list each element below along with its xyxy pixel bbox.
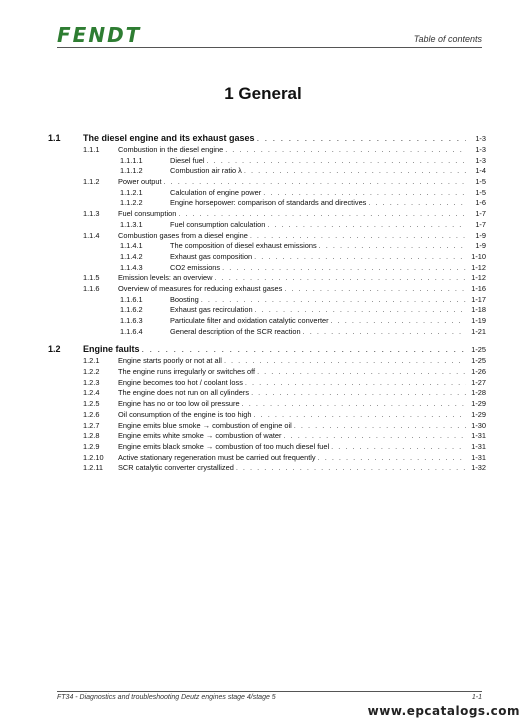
toc-entry[interactable] — [48, 327, 486, 338]
toc-entry-title: The engine does not run on all cylinders — [118, 388, 250, 398]
toc-leader-dots — [284, 284, 466, 295]
toc-entry-page: 1-10 — [471, 251, 486, 261]
toc-entry-page: 1-5 — [475, 177, 486, 187]
toc-entry-title: Overview of measures for reducing exhaust gases — [118, 283, 283, 293]
toc-entry-page: 1-25 — [471, 356, 486, 366]
toc-entry[interactable] — [48, 316, 486, 327]
toc-entry-title: Power output — [118, 177, 162, 187]
toc-entry-number: 1.2.6 — [83, 409, 100, 419]
toc-entry-page: 1-17 — [471, 294, 486, 304]
toc-entry-number: 1.1.3 — [83, 209, 100, 219]
toc-entry-title: The composition of diesel exhaust emissions — [170, 241, 317, 251]
toc-entry-page: 1-7 — [475, 209, 486, 219]
toc-leader-dots — [178, 209, 466, 220]
toc-entry-number: 1.1.4.3 — [120, 262, 143, 272]
toc-leader-dots — [242, 399, 466, 410]
toc-entry-page: 1-27 — [471, 377, 486, 387]
toc-entry-title: Exhaust gas composition — [170, 251, 253, 261]
toc-entry-number: 1.1 — [48, 133, 61, 143]
toc-entry-title: Calculation of engine power — [170, 187, 262, 197]
toc-entry-title: Emission levels: an overview — [118, 273, 213, 283]
toc-leader-dots — [303, 327, 466, 338]
toc-entry-title: General description of the SCR reaction — [170, 326, 301, 336]
toc-entry-page: 1-3 — [475, 134, 486, 143]
toc-entry-number: 1.2.4 — [83, 388, 100, 398]
toc-leader-dots — [250, 231, 466, 242]
toc-entry[interactable] — [48, 399, 486, 410]
toc-entry-title: Oil consumption of the engine is too high — [118, 409, 252, 419]
toc-entry[interactable] — [48, 463, 486, 474]
toc-entry-title: Combustion gases from a diesel engine — [118, 230, 248, 240]
toc-entry-page: 1-9 — [475, 241, 486, 251]
toc-entry-number: 1.1.2 — [83, 177, 100, 187]
toc-leader-dots — [251, 388, 466, 399]
toc-entry[interactable] — [48, 263, 486, 274]
chapter-title: 1 General — [224, 84, 302, 103]
toc-entry-title: Fuel consumption — [118, 209, 177, 219]
toc-entry-number: 1.2.11 — [83, 463, 103, 473]
toc-entry[interactable] — [48, 252, 486, 263]
toc-entry-title: CO2 emissions — [170, 262, 221, 272]
toc-entry-page: 1-32 — [471, 463, 486, 473]
toc-leader-dots — [257, 132, 466, 145]
toc-entry-page: 1-29 — [471, 409, 486, 419]
toc-entry-title: Engine emits white smoke → combustion of water — [118, 431, 282, 441]
toc-entry-number: 1.1.4.1 — [120, 241, 143, 251]
toc-entry[interactable] — [48, 220, 486, 231]
toc-entry-page: 1-21 — [471, 326, 486, 336]
toc-entry-number: 1.2.8 — [83, 431, 100, 441]
fendt-logo: FENDT — [57, 23, 142, 47]
toc-entry-page: 1-29 — [471, 399, 486, 409]
toc-leader-dots — [319, 241, 466, 252]
toc-entry[interactable] — [48, 453, 486, 464]
toc-entry-number: 1.1.6 — [83, 283, 100, 293]
toc-leader-dots — [142, 343, 466, 356]
page-header — [0, 0, 526, 50]
toc-entry-title: Fuel consumption calculation — [170, 219, 266, 229]
toc-entry-number: 1.2.2 — [83, 367, 100, 377]
toc-entry-page: 1-19 — [471, 316, 486, 325]
toc-entry-page: 1-12 — [471, 273, 486, 283]
toc-entry-number: 1.2.5 — [83, 399, 100, 409]
toc-entry-number: 1.2.10 — [83, 452, 104, 462]
toc-leader-dots — [284, 431, 467, 442]
table-of-contents — [48, 132, 486, 474]
toc-entry-number: 1.1.1.2 — [120, 166, 143, 176]
toc-leader-dots — [368, 198, 466, 209]
toc-entry-page: 1-7 — [475, 219, 486, 229]
toc-leader-dots — [207, 156, 466, 167]
toc-entry[interactable] — [48, 231, 486, 242]
toc-entry[interactable] — [48, 295, 486, 306]
toc-entry-page: 1-6 — [475, 198, 486, 208]
toc-entry[interactable] — [48, 367, 486, 378]
toc-entry[interactable] — [48, 145, 486, 156]
toc-entry[interactable] — [48, 156, 486, 167]
section-label: Table of contents — [413, 34, 482, 44]
toc-leader-dots — [224, 356, 466, 367]
toc-leader-dots — [257, 367, 466, 378]
toc-entry-number: 1.1.6.2 — [120, 305, 143, 315]
toc-entry-page: 1-3 — [475, 145, 486, 154]
toc-leader-dots — [267, 220, 466, 231]
toc-entry[interactable] — [48, 209, 486, 220]
toc-entry-title: Exhaust gas recirculation — [170, 305, 253, 315]
toc-entry-number: 1.1.3.1 — [120, 219, 143, 229]
toc-entry-page: 1-31 — [471, 431, 486, 441]
toc-entry[interactable] — [48, 305, 486, 316]
toc-entry-title: Combustion air ratio λ — [170, 166, 242, 176]
toc-entry-number: 1.1.5 — [83, 273, 100, 283]
toc-entry-page: 1-26 — [471, 367, 486, 377]
toc-entry-number: 1.2.7 — [83, 420, 100, 430]
toc-entry-page: 1-18 — [471, 305, 486, 315]
toc-entry-title: Engine emits black smoke → combustion of too much diesel fuel — [118, 441, 330, 451]
toc-entry[interactable] — [48, 421, 486, 432]
toc-leader-dots — [244, 166, 466, 177]
header-divider — [57, 47, 482, 48]
toc-entry-title: Engine starts poorly or not at all — [118, 356, 222, 366]
toc-entry[interactable] — [48, 356, 486, 367]
toc-entry-number: 1.2.9 — [83, 441, 100, 451]
toc-entry-title: Active stationary regeneration must be carried out frequently — [118, 452, 316, 462]
toc-leader-dots — [254, 410, 466, 421]
toc-entry-number: 1.2 — [48, 344, 61, 355]
toc-entry-title: The engine runs irregularly or switches off — [118, 367, 256, 377]
toc-entry[interactable] — [48, 166, 486, 177]
toc-entry-number: 1.1.2.1 — [120, 187, 143, 197]
toc-leader-dots — [236, 463, 466, 474]
toc-entry-title: Engine emits blue smoke → combustion of engine oil — [118, 420, 292, 430]
footer-divider — [57, 691, 482, 692]
toc-leader-dots — [164, 177, 466, 188]
toc-entry-title: The diesel engine and its exhaust gases — [83, 133, 255, 143]
toc-entry-page: 1-5 — [475, 187, 486, 197]
toc-entry[interactable] — [48, 177, 486, 188]
toc-entry[interactable] — [48, 132, 486, 145]
toc-entry-title: Engine has no or too low oil pressure — [118, 399, 240, 409]
toc-entry-page: 1-28 — [471, 388, 486, 398]
toc-entry-title: Diesel fuel — [170, 155, 205, 165]
toc-entry-page: 1-12 — [471, 262, 486, 272]
toc-entry-page: 1-3 — [475, 155, 486, 165]
toc-entry-page: 1-4 — [475, 166, 486, 176]
toc-entry[interactable] — [48, 442, 486, 453]
toc-entry[interactable] — [48, 378, 486, 389]
toc-entry-number: 1.1.4 — [83, 230, 100, 240]
toc-leader-dots — [222, 263, 466, 274]
toc-entry[interactable] — [48, 188, 486, 199]
toc-entry-number: 1.2.3 — [83, 377, 100, 387]
toc-entry-title: SCR catalytic converter crystallized — [118, 463, 234, 473]
toc-leader-dots — [331, 442, 466, 453]
toc-leader-dots — [263, 188, 466, 199]
toc-entry[interactable] — [48, 431, 486, 442]
toc-entry[interactable] — [48, 198, 486, 209]
toc-entry-title: Engine faults — [83, 344, 140, 355]
toc-entry-number: 1.1.1 — [83, 145, 100, 154]
toc-leader-dots — [245, 378, 466, 389]
toc-entry[interactable] — [48, 388, 486, 399]
toc-entry[interactable] — [48, 343, 486, 356]
toc-leader-dots — [214, 273, 466, 284]
toc-entry[interactable] — [48, 410, 486, 421]
toc-leader-dots — [201, 295, 466, 306]
toc-entry-title: Particulate filter and oxidation catalytic converter — [170, 316, 329, 325]
toc-leader-dots — [225, 145, 466, 156]
toc-leader-dots — [331, 316, 466, 327]
toc-entry[interactable] — [48, 273, 486, 284]
toc-entry-page: 1-31 — [471, 452, 486, 462]
toc-entry-page: 1-16 — [471, 283, 486, 293]
toc-entry-number: 1.2.1 — [83, 356, 100, 366]
toc-entry-title: Engine becomes too hot / coolant loss — [118, 377, 243, 387]
toc-entry-number: 1.1.6.4 — [120, 326, 143, 336]
toc-entry-number: 1.1.4.2 — [120, 251, 143, 261]
toc-entry-page: 1-25 — [471, 345, 486, 355]
toc-entry-page: 1-31 — [471, 441, 486, 451]
toc-leader-dots — [254, 252, 466, 263]
toc-leader-dots — [294, 421, 466, 432]
toc-entry-number: 1.1.2.2 — [120, 198, 143, 208]
toc-entry-number: 1.1.1.1 — [120, 155, 143, 165]
toc-leader-dots — [255, 305, 466, 316]
toc-entry[interactable] — [48, 241, 486, 252]
toc-entry-page: 1-30 — [471, 420, 486, 430]
toc-leader-dots — [318, 453, 466, 464]
toc-entry-title: Boosting — [170, 294, 199, 304]
toc-entry-number: 1.1.6.1 — [120, 294, 143, 304]
footer-page-number: 1-1 — [471, 694, 482, 701]
toc-entry[interactable] — [48, 284, 486, 295]
watermark: www.epcatalogs.com — [367, 704, 520, 718]
toc-entry-title: Combustion in the diesel engine — [118, 145, 224, 154]
toc-entry-title: Engine horsepower: comparison of standards and directives — [170, 198, 367, 208]
toc-entry-number: 1.1.6.3 — [120, 316, 143, 325]
footer-document-title: FT34 - Diagnostics and troubleshooting Deutz engines stage 4/stage 5 — [57, 694, 276, 701]
toc-entry-page: 1-9 — [475, 230, 486, 240]
